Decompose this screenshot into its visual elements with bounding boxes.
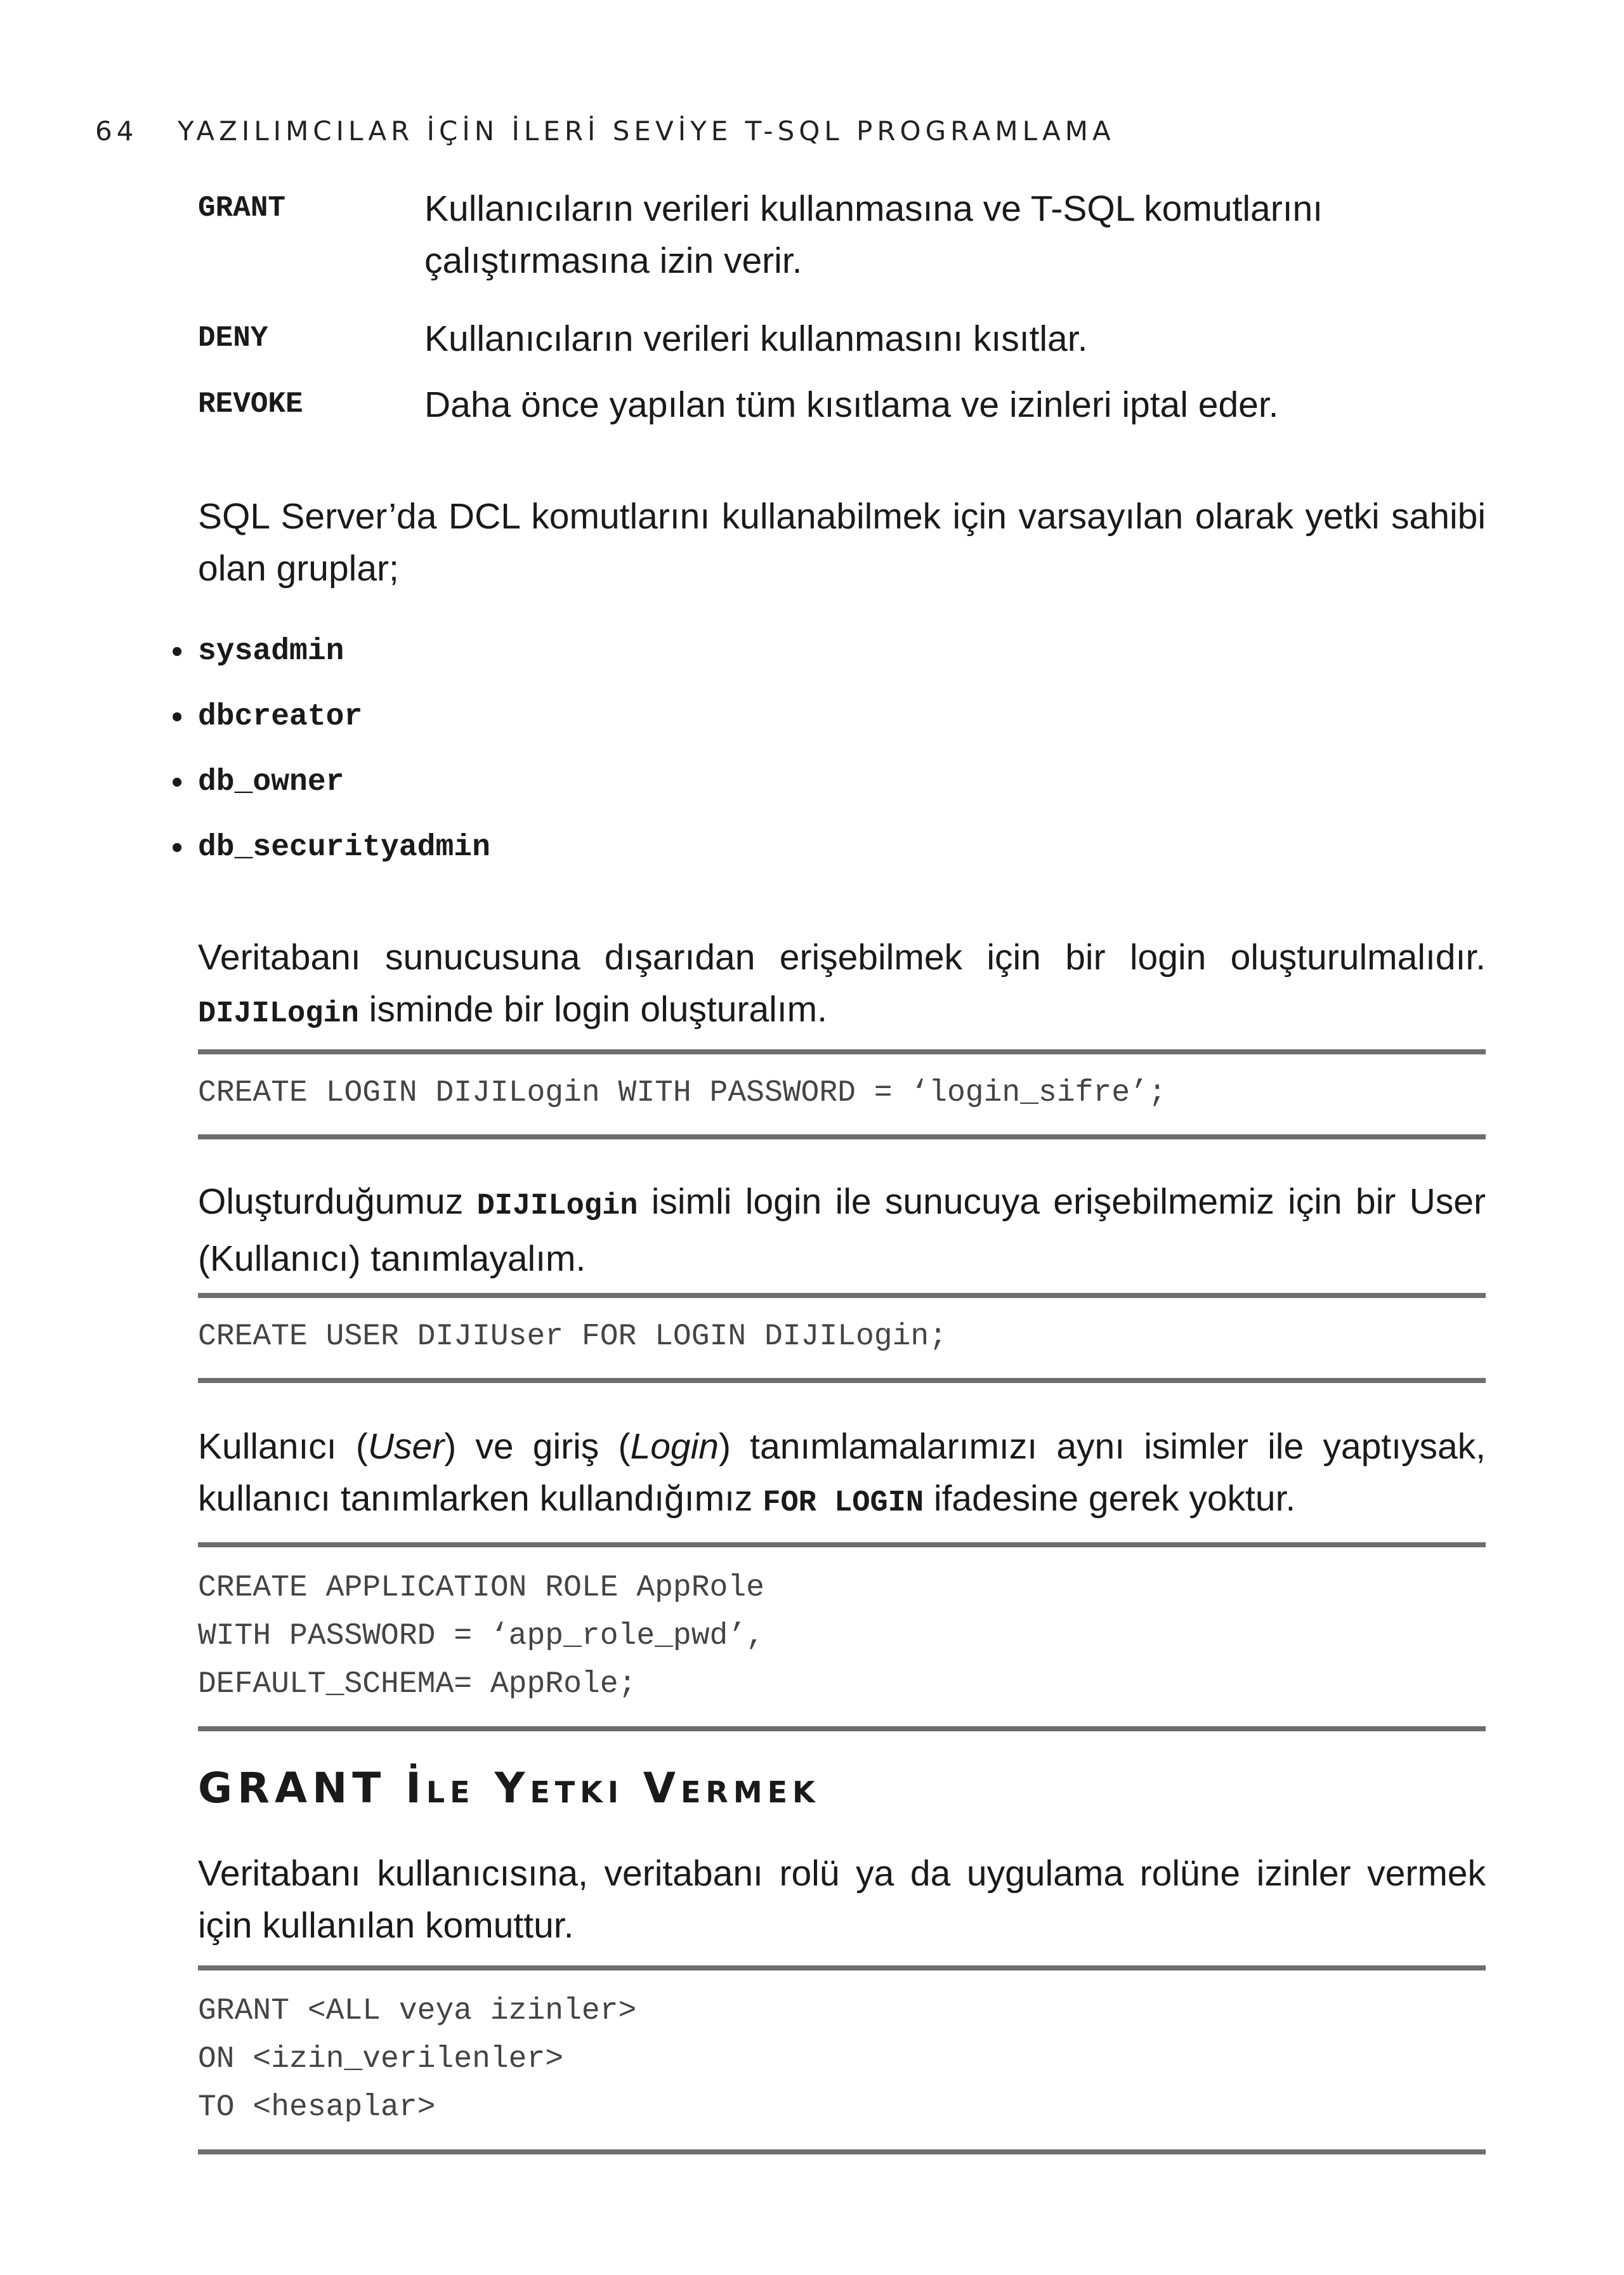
definition-row <box>198 379 1492 445</box>
definition-term: REVOKE <box>198 388 303 421</box>
code-block-user <box>198 1293 1486 1383</box>
code-block-grant <box>198 1965 1486 2154</box>
code-line: WITH PASSWORD = ‘app_role_pwd’, <box>198 1619 764 1653</box>
bullet-text: dbcreator <box>198 699 363 734</box>
bullet-icon: • <box>171 763 183 801</box>
code-rule-bottom <box>198 1378 1486 1383</box>
italic-term: User <box>367 1426 445 1467</box>
list-item <box>171 815 490 880</box>
definition-term: DENY <box>198 322 268 355</box>
section-heading: GRANT İle Yetki Vermek <box>198 1764 820 1813</box>
code-line: ON <izin_verilenler> <box>198 2042 564 2076</box>
list-item <box>171 684 490 749</box>
bullet-icon: • <box>171 829 183 866</box>
paragraph-text: Veritabanı sunucusuna dışarıdan erişebilmek için bir login oluşturulmalıdır. <box>198 937 1486 978</box>
same-name-paragraph <box>198 1420 1486 1530</box>
bullet-icon: • <box>171 698 183 735</box>
code-line: TO <hesaplar> <box>198 2090 436 2125</box>
code-rule-top <box>198 1965 1486 1970</box>
code-line: CREATE USER DIJIUser FOR LOGIN DIJILogin; <box>198 1320 947 1354</box>
paragraph-text: ) tanımlamalarımızı aynı isimler ile yaptıysak, kullanıcı tanımlarken kullandığımız <box>198 1426 1486 1519</box>
bullet-text: db_securityadmin <box>198 830 490 865</box>
paragraph-text: isminde bir login oluşturalım. <box>358 989 827 1030</box>
code-line: GRANT <ALL veya izinler> <box>198 1994 637 2028</box>
paragraph-text: ) ve giriş ( <box>444 1426 631 1467</box>
list-item <box>171 619 490 684</box>
definition-row <box>198 183 1492 313</box>
code-rule-bottom <box>198 1726 1486 1731</box>
list-item <box>171 749 490 815</box>
definition-list <box>198 183 1492 445</box>
bullet-text: sysadmin <box>198 634 344 669</box>
definition-description: Kullanıcıların verileri kullanmasını kısıtlar. <box>424 318 1088 359</box>
running-header <box>95 115 1115 154</box>
bullet-icon: • <box>171 633 183 670</box>
code-rule-bottom <box>198 1134 1486 1139</box>
definition-term: GRANT <box>198 192 286 225</box>
code-rule-top <box>198 1049 1486 1054</box>
inline-code: DIJILogin <box>476 1190 638 1223</box>
paragraph-text: Oluşturduğumuz <box>198 1181 477 1222</box>
page-number: 64 <box>95 115 138 147</box>
paragraph-text: isimli login ile sunucuya erişebilmemiz için bir User (Kullanıcı) tanımlayalım. <box>198 1181 1486 1279</box>
grant-paragraph: Veritabanı kullanıcısına, veritabanı rolü ya da uygulama rolüne izinler vermek için kullanılan komuttur. <box>198 1853 1486 1946</box>
paragraph-text: ifadesine gerek yoktur. <box>924 1478 1296 1519</box>
intro-paragraph: SQL Server’da DCL komutlarını kullanabilmek için varsayılan olarak yetki sahibi olan gruplar; <box>198 496 1486 589</box>
book-title: YAZILIMCILAR İÇİN İLERİ SEVİYE T-SQL PROGRAMLAMA <box>178 115 1115 147</box>
italic-term: Login <box>630 1426 719 1467</box>
code-rule-bottom <box>198 2149 1486 2154</box>
code-line: CREATE LOGIN DIJILogin WITH PASSWORD = ‘login_sifre’; <box>198 1076 1167 1110</box>
code-line: CREATE APPLICATION ROLE AppRole <box>198 1571 764 1605</box>
code-rule-top <box>198 1293 1486 1298</box>
code-block-login <box>198 1049 1486 1139</box>
bullet-list <box>171 619 490 880</box>
login-paragraph <box>198 931 1486 1040</box>
user-paragraph <box>198 1176 1486 1285</box>
bullet-text: db_owner <box>198 764 344 799</box>
definition-row <box>198 313 1492 379</box>
definition-description: Kullanıcıların verileri kullanmasına ve T-SQL komutlarını çalıştırmasına izin verir. <box>424 188 1323 281</box>
definition-description: Daha önce yapılan tüm kısıtlama ve izinleri iptal eder. <box>424 384 1279 425</box>
inline-code: DIJILogin <box>198 997 359 1031</box>
code-rule-top <box>198 1542 1486 1547</box>
paragraph-text: Kullanıcı ( <box>198 1426 368 1467</box>
inline-code: FOR LOGIN <box>763 1486 924 1520</box>
code-line: DEFAULT_SCHEMA= AppRole; <box>198 1667 637 1701</box>
code-block-approle <box>198 1542 1486 1731</box>
